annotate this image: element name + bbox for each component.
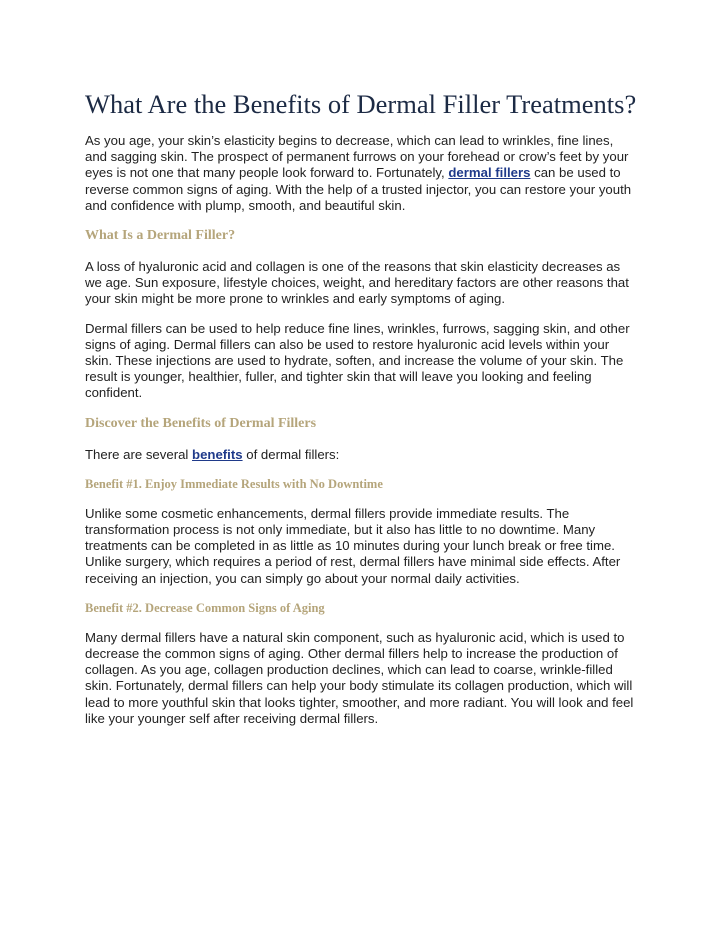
benefits-link[interactable]: benefits	[192, 446, 243, 462]
intro-text-after-link: can be used to reverse common signs of aging. With the help of a trusted injector, you can restore your youth and confidence with plump, smooth, and beautiful skin.	[85, 165, 632, 213]
benefits-intro-paragraph	[85, 447, 637, 463]
section-heading-what-is-dermal-filler: What Is a Dermal Filler?	[85, 228, 236, 244]
intro-text-before-link: As you age, your skin’s elasticity begins to decrease, which can lead to wrinkles, fine lines, and sagging skin. The prospect of permanent furrows on your forehead or crow’s feet by your eyes is not one that many people look forward to. Fortunately,	[85, 133, 629, 181]
benefit-2-heading: Benefit #2. Decrease Common Signs of Aging	[85, 600, 325, 615]
benefit-2-paragraph: Many dermal fillers have a natural skin component, such as hyaluronic acid, which is used to decrease the common signs of aging. Other dermal fillers help to increase the production of collagen. As you age, collagen production declines, which can lead to coarse, wrinkle-filled skin. Fortunately, dermal fillers can help your body stimulate its collagen production, which will lead to more youthful skin that looks tighter, smoother, and more radiant. You will look and feel like your younger self after receiving dermal fillers.	[85, 629, 634, 726]
intro-paragraph	[85, 133, 637, 214]
benefit-1-paragraph: Unlike some cosmetic enhancements, dermal fillers provide immediate results. The transformation process is not only immediate, but it also has little to no downtime. Many treatments can be completed in as little as 10 minutes during your lunch break or free time. Unlike surgery, which requires a period of rest, dermal fillers have minimal side effects. After receiving an injection, you can simply go about your normal daily activities.	[85, 505, 621, 586]
section-heading-benefits: Discover the Benefits of Dermal Fillers	[85, 415, 317, 431]
dermal-fillers-link[interactable]: dermal fillers	[448, 165, 531, 181]
document-page	[85, 88, 637, 740]
section1-paragraph-1: A loss of hyaluronic acid and collagen is one of the reasons that skin elasticity decreases as we age. Sun exposure, lifestyle choices, weight, and hereditary factors are other reasons that your skin might be more prone to wrinkles and early symptoms of aging.	[85, 259, 629, 307]
benefit-1-heading: Benefit #1. Enjoy Immediate Results with No Downtime	[85, 476, 383, 491]
section1-paragraph-2: Dermal fillers can be used to help reduce fine lines, wrinkles, furrows, sagging skin, and other signs of aging. Dermal fillers can also be used to restore hyaluronic acid levels within your skin. These injections are used to hydrate, soften, and increase the volume of your skin. The result is younger, healthier, fuller, and tighter skin that will leave you looking and feeling confident.	[85, 320, 630, 401]
benefits-intro-text-before-link: There are several	[85, 446, 193, 462]
benefits-intro-text-after-link: of dermal fillers:	[242, 446, 340, 462]
page-title: What Are the Benefits of Dermal Filler Treatments?	[85, 89, 637, 119]
